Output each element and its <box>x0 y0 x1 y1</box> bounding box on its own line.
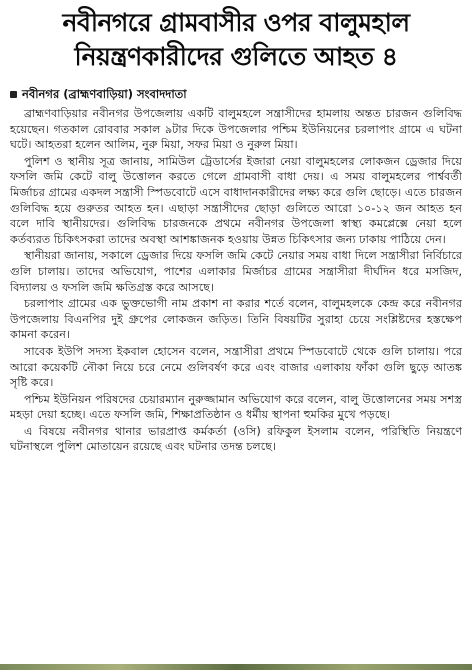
paragraph-6: পশ্চিম ইউনিয়ন পরিষদের চেয়ারম্যান নুরুজ্জামান অভিযোগ করে বলেন, বালু উত্তোলনের সময় সশস্ত্র মহড়া দেয়া হচ্ছে। এতে ফসলি জমি, শিক্ষাপ্রতিষ্ঠান ও ধর্মীয় স্থাপনা হুমকির মুখে পড়ছে। <box>10 392 462 422</box>
paragraph-7: এ বিষয়ে নবীনগর থানার ভারপ্রাপ্ত কর্মকর্তা (ওসি) রফিকুল ইসলাম বলেন, পরিস্থিতি নিয়ন্ত্রণে ঘটনাস্থলে পুলিশ মোতায়েন রয়েছে এবং ঘটনার তদন্ত চলছে। <box>10 424 462 454</box>
headline <box>10 6 462 74</box>
paragraph-5: সাবেক ইউপি সদস্য ইকবাল হোসেন বলেন, সন্ত্রাসীরা প্রথমে স্পিডবোটে থেকে গুলি চালায়। পরে আরো কয়েকটি নৌকা নিয়ে চরে নেমে গুলিবর্ষণ করে এবং বাজার এলাকায় ফাঁকা গুলি ছুড়ে আতঙ্ক সৃষ্টি করে। <box>10 344 462 390</box>
paragraph-2: পুলিশ ও স্থানীয় সূত্র জানায়, সামিউল ট্রেডার্সের ইজারা নেয়া বালুমহলের লোকজন ড্রেজার দিয়ে ফসলি জমি কেটে বালু উত্তোলন করতে গেলে গ্রামবাসী বাধা দেয়। এ সময় বালুমহলের পার্শ্ববর্তী মির্জাচর গ্রামের একদল সন্ত্রাসী স্পিডবোটে এসে বাধাদানকারীদের লক্ষ্য করে গুলি ছোড়ে। এতে চারজন গুলিবিদ্ধ হয়ে গুরুতর আহত হন। এছাড়া সন্ত্রাসীদের ছোড়া গুলিতে আরো ১০-১২ জন আহত হন বলে দাবি স্থানীয়দের। গুলিবিদ্ধ চারজনকে প্রথমে নবীনগর উপজেলা স্বাস্থ্য কমপ্লেক্সে নেয়া হলে কর্তব্যরত চিকিৎসকরা তাদের অবস্থা আশঙ্কাজনক হওয়ায় উন্নত চিকিৎসার জন্য ঢাকায় পাঠিয়ে দেন। <box>10 154 462 246</box>
photo-strip <box>0 664 472 670</box>
paragraph-1: ব্রাহ্মণবাড়িয়ার নবীনগর উপজেলায় একটি বালুমহলে সন্ত্রাসীদের হামলায় অন্তত চারজন গুলিবিদ্ধ হয়েছেন। গতকাল রোববার সকাল ৯টার দিকে উপজেলার পশ্চিম ইউনিয়নের চরলাপাং গ্রামে এ ঘটনা ঘটে। আহতরা হলেন আলিম, নুরু মিয়া, সফর মিয়া ও নুরুল মিয়া। <box>10 107 462 152</box>
paragraph-3: স্থানীয়রা জানায়, সকালে ড্রেজার দিয়ে ফসলি জমি কেটে নেয়ার সময় বাধা দিলে সন্ত্রাসীরা নির্বিচারে গুলি চালায়। তাদের অভিযোগ, পাশের এলাকার মির্জাচর গ্রামের সন্ত্রাসীরা দীর্ঘদিন ধরে মসজিদ, বিদ্যালয় ও ফসলি জমি ক্ষতিগ্রস্ত করে আসছে। <box>10 249 462 294</box>
article-body <box>10 106 462 455</box>
byline <box>10 86 462 102</box>
square-bullet-icon <box>10 91 17 98</box>
headline-line-1: নবীনগরে গ্রামবাসীর ওপর বালুমহাল <box>62 8 410 37</box>
paragraph-4: চরলাপাং গ্রামের এক ভুক্তভোগী নাম প্রকাশ না করার শর্তে বলেন, বালুমহলকে কেন্দ্র করে নবীনগর উপজেলায় বিএনপির দুই গ্রুপের লোকজন জড়িত। তিনি বিষয়টির সুরাহা চেয়ে সংশ্লিষ্টদের হস্তক্ষেপ কামনা করেন। <box>10 297 462 342</box>
headline-line-2: নিয়ন্ত্রণকারীদের গুলিতে আহত ৪ <box>74 42 398 71</box>
byline-text: নবীনগর (ব্রাহ্মণবাড়িয়া) সংবাদদাতা <box>22 87 187 101</box>
